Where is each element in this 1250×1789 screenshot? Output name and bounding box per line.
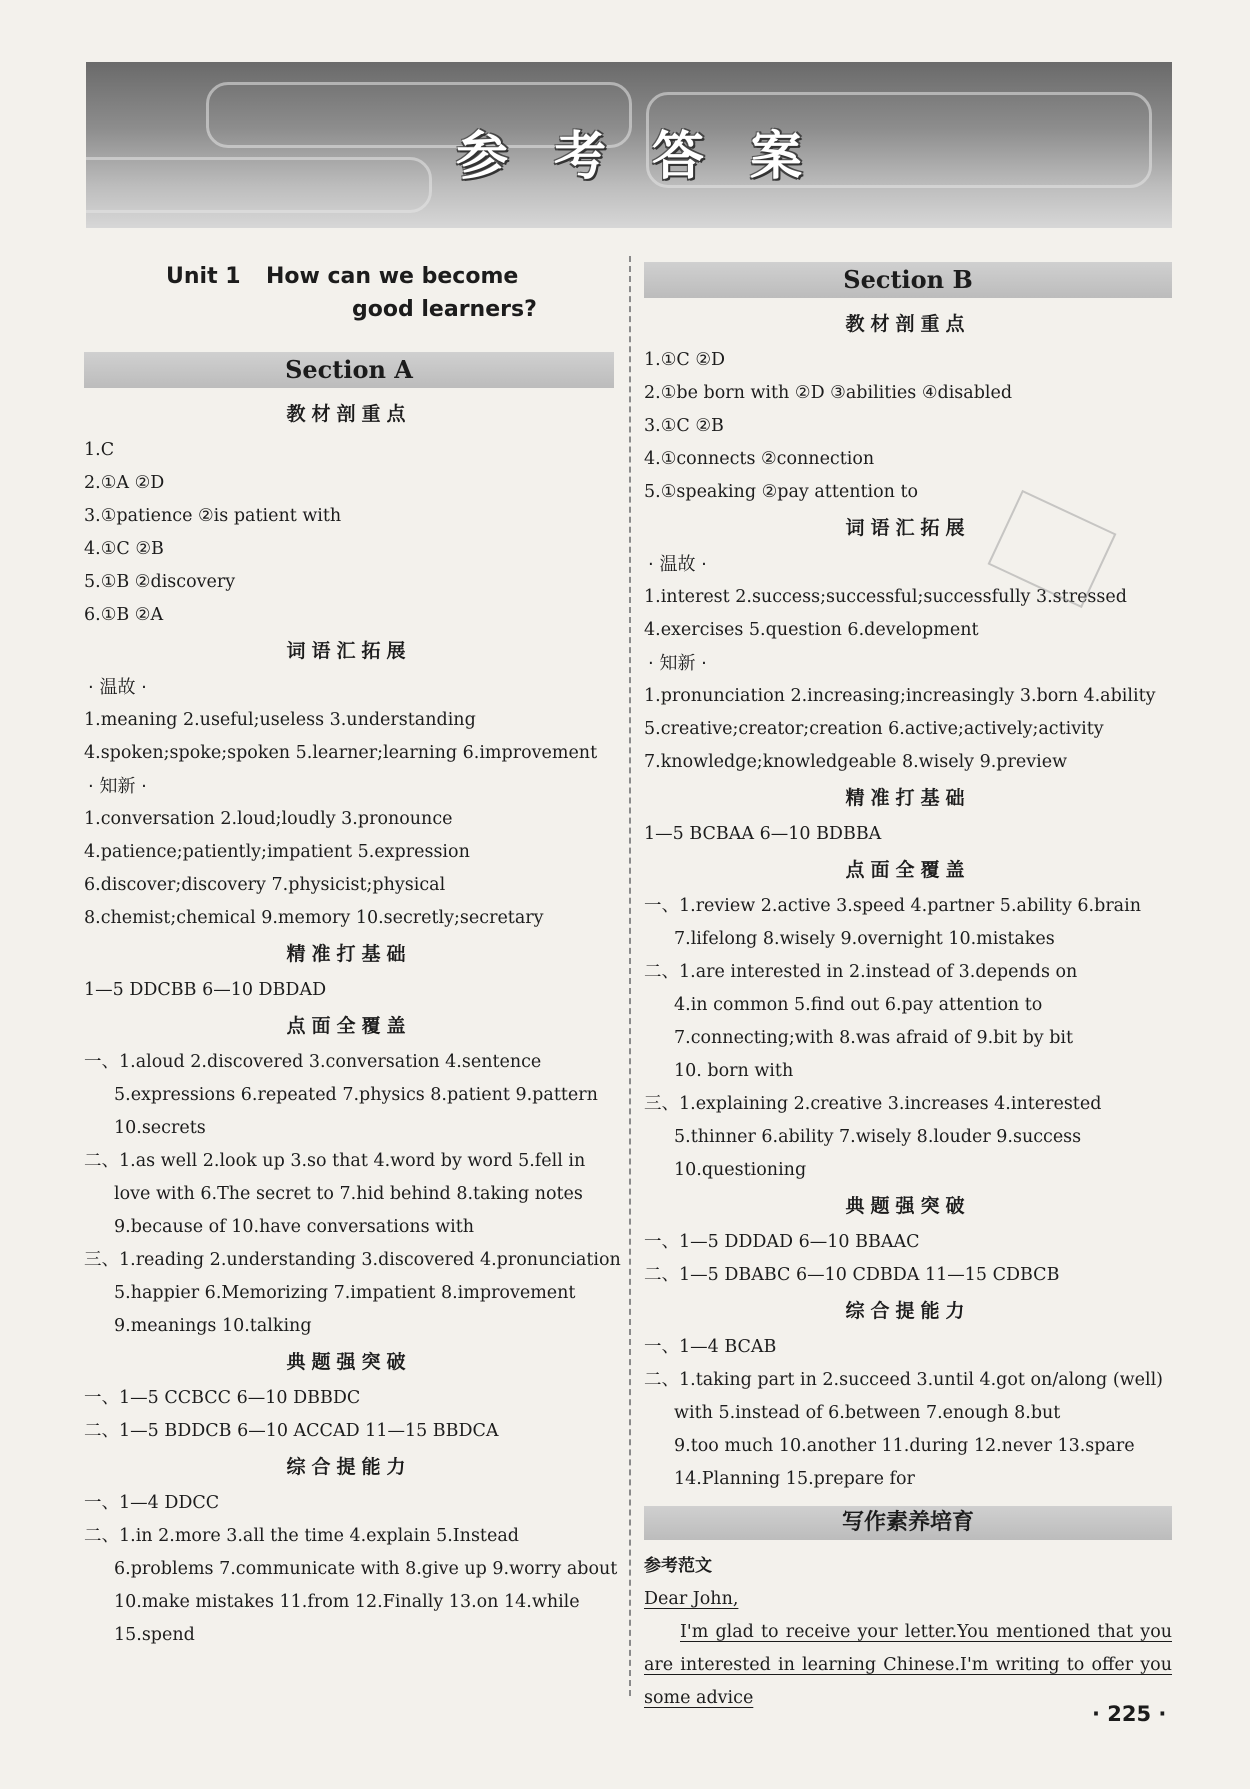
answer-line: love with 6.The secret to 7.hid behind 8.taking notes — [114, 1184, 583, 1204]
answer-line: 4.①connects ②connection — [644, 449, 875, 469]
answer-line: 三、1.explaining 2.creative 3.increases 4.interested — [644, 1094, 1102, 1114]
unit-title-line2: good learners? — [352, 297, 537, 322]
answer-line: 9.too much 10.another 11.during 12.never 13.spare — [674, 1436, 1135, 1456]
right-column — [644, 256, 1172, 1715]
answer-line: 一、1—4 DDCC — [84, 1493, 220, 1513]
answer-line: 7.lifelong 8.wisely 9.overnight 10.mistakes — [674, 929, 1055, 949]
writing-section-title: 写作素养培育 — [644, 1506, 1172, 1540]
answer-line: 三、1.reading 2.understanding 3.discovered 4.pronunciation — [84, 1250, 621, 1270]
answer-line: 1.①C ②D — [644, 350, 726, 370]
answer-line: 一、1.aloud 2.discovered 3.conversation 4.sentence — [84, 1052, 542, 1072]
textbook-answers — [644, 344, 1172, 509]
answer-line: 1.C — [84, 440, 115, 460]
answer-line: 2.①be born with ②D ③abilities ④disabled — [644, 383, 1013, 403]
answer-line: 一、1—5 DDDAD 6—10 BBAAC — [644, 1232, 920, 1252]
answer-line: 一、1.review 2.active 3.speed 4.partner 5.ability 6.brain — [644, 896, 1141, 916]
header-banner — [86, 62, 1172, 228]
typical-answers — [644, 1226, 1172, 1292]
heading-ability: 综合提能力 — [845, 1300, 971, 1322]
answer-line: 1.meaning 2.useful;useless 3.understanding — [84, 710, 476, 730]
answer-line: 9.because of 10.have conversations with — [114, 1217, 475, 1237]
unit-title — [166, 260, 614, 326]
heading-cover: 点面全覆盖 — [845, 859, 971, 881]
left-column — [84, 256, 621, 1652]
answer-line: 二、1.in 2.more 3.all the time 4.explain 5.Instead — [84, 1526, 519, 1546]
review-label: · 温故 · — [88, 677, 147, 698]
section-a-title: Section A — [84, 352, 614, 388]
answer-line: 4.exercises 5.question 6.development — [644, 620, 979, 640]
ability-answers — [84, 1487, 618, 1652]
heading-textbook: 教材剖重点 — [845, 313, 971, 335]
answer-line: 二、1—5 BDDCB 6—10 ACCAD 11—15 BBDCA — [84, 1421, 499, 1441]
review-answers — [644, 581, 1172, 647]
unit-number: Unit 1 — [166, 264, 241, 289]
review-label: · 温故 · — [648, 554, 707, 575]
answer-line: 6.discover;discovery 7.physicist;physical — [84, 875, 446, 895]
answer-line: 5.thinner 6.ability 7.wisely 8.louder 9.success — [674, 1127, 1082, 1147]
answer-line: 10.secrets — [114, 1118, 206, 1138]
new-label: · 知新 · — [648, 653, 707, 674]
answer-line: 1.pronunciation 2.increasing;increasingly 3.born 4.ability — [644, 686, 1156, 706]
unit-title-line1: How can we become — [266, 264, 519, 289]
answer-line: 15.spend — [114, 1625, 195, 1645]
answer-line: 10.questioning — [674, 1160, 807, 1180]
answer-line: 7.knowledge;knowledgeable 8.wisely 9.preview — [644, 752, 1068, 772]
answer-line: 二、1.are interested in 2.instead of 3.depends on — [644, 962, 1078, 982]
heading-vocab: 词语汇拓展 — [286, 640, 412, 662]
answer-line: 1.conversation 2.loud;loudly 3.pronounce — [84, 809, 453, 829]
page-title: 参考答案 — [455, 127, 848, 187]
answer-line: 3.①patience ②is patient with — [84, 506, 342, 526]
answer-line: 3.①C ②B — [644, 416, 724, 436]
answer-line: 5.①speaking ②pay attention to — [644, 482, 919, 502]
new-answers — [84, 803, 614, 935]
heading-typical: 典题强突破 — [845, 1195, 971, 1217]
essay-body: I'm glad to receive your letter.You mentioned that you are interested in learning Chinese.I'm writing to offer you some advice — [644, 1622, 1172, 1708]
answer-line: 5.expressions 6.repeated 7.physics 8.patient 9.pattern — [114, 1085, 598, 1105]
page-number: · 225 · — [1092, 1702, 1167, 1726]
answer-line: 4.①C ②B — [84, 539, 164, 559]
basic-answers: 1—5 DDCBB 6—10 DBDAD — [84, 980, 327, 1000]
section-b-title: Section B — [644, 262, 1172, 298]
answer-line: 14.Planning 15.prepare for — [674, 1469, 915, 1489]
answer-line: 7.connecting;with 8.was afraid of 9.bit by bit — [674, 1028, 1074, 1048]
new-label: · 知新 · — [88, 776, 147, 797]
cover-answers — [644, 890, 1172, 1187]
ability-answers — [644, 1331, 1172, 1496]
column-divider — [629, 256, 631, 1696]
typical-answers — [84, 1382, 614, 1448]
answer-line: 5.creative;creator;creation 6.active;actively;activity — [644, 719, 1104, 739]
answer-line: 4.patience;patiently;impatient 5.expression — [84, 842, 470, 862]
answer-line: 一、1—5 CCBCC 6—10 DBBDC — [84, 1388, 361, 1408]
answer-line: 9.meanings 10.talking — [114, 1316, 312, 1336]
answer-line: 6.①B ②A — [84, 605, 164, 625]
answer-line: with 5.instead of 6.between 7.enough 8.but — [674, 1403, 1061, 1423]
answer-line: 5.①B ②discovery — [84, 572, 236, 592]
heading-vocab: 词语汇拓展 — [845, 517, 971, 539]
answer-line: 8.chemist;chemical 9.memory 10.secretly;secretary — [84, 908, 544, 928]
answer-line: 4.in common 5.find out 6.pay attention to — [674, 995, 1043, 1015]
answer-line: 一、1—4 BCAB — [644, 1337, 777, 1357]
textbook-answers — [84, 434, 614, 632]
answer-line: 2.①A ②D — [84, 473, 165, 493]
answer-line: 10.make mistakes 11.from 12.Finally 13.on 14.while — [114, 1592, 580, 1612]
heading-typical: 典题强突破 — [286, 1351, 412, 1373]
heading-textbook: 教材剖重点 — [286, 403, 412, 425]
new-answers — [644, 680, 1172, 779]
basic-answers: 1—5 BCBAA 6—10 BDBBA — [644, 824, 882, 844]
heading-cover: 点面全覆盖 — [286, 1015, 412, 1037]
answer-line: 二、1.as well 2.look up 3.so that 4.word by word 5.fell in — [84, 1151, 586, 1171]
heading-ability: 综合提能力 — [286, 1456, 412, 1478]
heading-basic: 精准打基础 — [845, 787, 971, 809]
cover-answers — [84, 1046, 621, 1343]
answer-line: 二、1.taking part in 2.succeed 3.until 4.got on/along (well) — [644, 1370, 1164, 1390]
answer-line: 10. born with — [674, 1061, 794, 1081]
reference-essay-label: 参考范文 — [644, 1556, 712, 1576]
answer-line: 4.spoken;spoke;spoken 5.learner;learning 6.improvement — [84, 743, 598, 763]
essay-salutation: Dear John, — [644, 1589, 739, 1609]
heading-basic: 精准打基础 — [286, 943, 412, 965]
answer-line: 1.interest 2.success;successful;successfully 3.stressed — [644, 587, 1127, 607]
answer-line: 二、1—5 DBABC 6—10 CDBDA 11—15 CDBCB — [644, 1265, 1060, 1285]
answer-line: 6.problems 7.communicate with 8.give up 9.worry about — [114, 1559, 618, 1579]
review-answers — [84, 704, 614, 770]
answer-line: 5.happier 6.Memorizing 7.impatient 8.improvement — [114, 1283, 576, 1303]
